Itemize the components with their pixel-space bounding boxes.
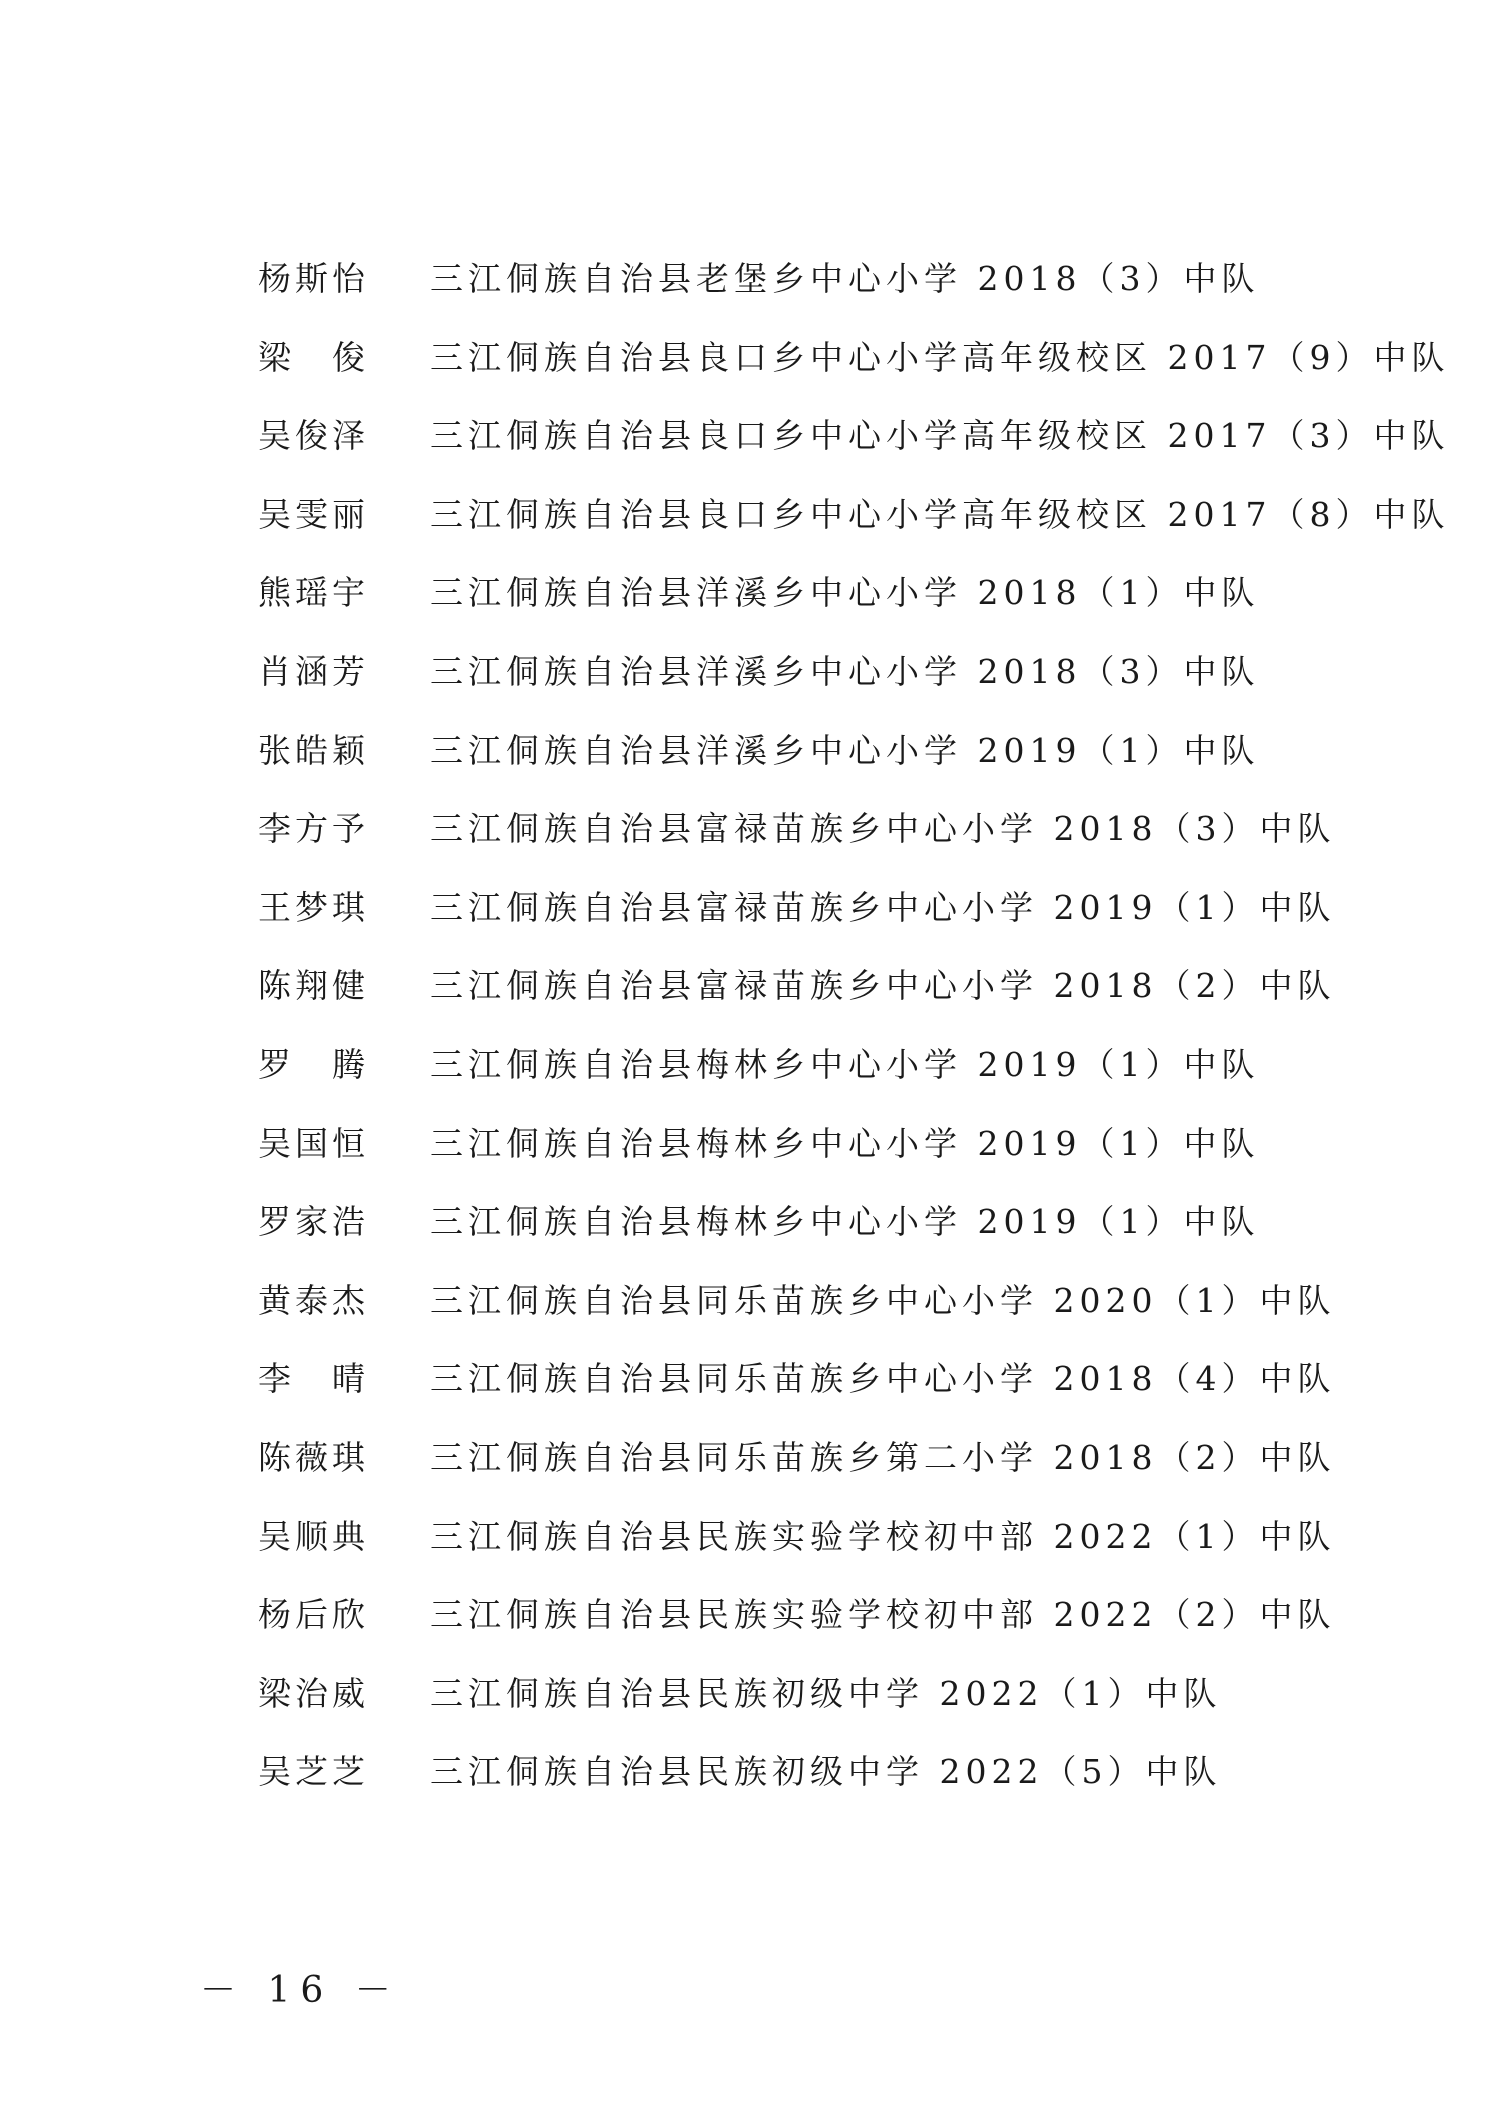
list-item [258,332,1449,411]
list-item [258,1275,1449,1354]
person-name: 罗家浩 [258,1202,369,1242]
person-name: 熊瑶宇 [258,573,369,613]
person-name: 王梦琪 [258,887,369,927]
list-item [258,410,1449,489]
list-item [258,725,1449,804]
list-item [258,567,1449,646]
person-name: 梁治威 [258,1673,369,1713]
person-name: 罗 腾 [258,1044,369,1084]
page-number: － 16 － [200,1970,401,2011]
person-name: 肖涵芳 [258,651,369,691]
unit-name: 三江侗族自治县良口乡中心小学高年级校区 2017（9）中队 [430,337,1450,377]
list-item [258,803,1449,882]
person-name: 吴芝芝 [258,1752,369,1792]
person-name: 杨后欣 [258,1595,369,1635]
unit-name: 三江侗族自治县民族初级中学 2022（1）中队 [430,1673,1222,1713]
unit-name: 三江侗族自治县洋溪乡中心小学 2019（1）中队 [430,730,1260,770]
person-name: 张皓颖 [258,730,369,770]
list-item [258,1511,1449,1590]
person-name: 李 晴 [258,1359,369,1399]
unit-name: 三江侗族自治县同乐苗族乡中心小学 2018（4）中队 [430,1359,1336,1399]
unit-name: 三江侗族自治县良口乡中心小学高年级校区 2017（3）中队 [430,416,1450,456]
unit-name: 三江侗族自治县民族实验学校初中部 2022（1）中队 [430,1516,1336,1556]
person-name: 李方予 [258,809,369,849]
unit-name: 三江侗族自治县富禄苗族乡中心小学 2019（1）中队 [430,887,1336,927]
list-item [258,1589,1449,1668]
unit-name: 三江侗族自治县老堡乡中心小学 2018（3）中队 [430,259,1260,298]
unit-name: 三江侗族自治县民族初级中学 2022（5）中队 [430,1752,1222,1792]
list-item [258,1039,1449,1118]
list-item [258,489,1449,568]
unit-name: 三江侗族自治县富禄苗族乡中心小学 2018（2）中队 [430,966,1336,1006]
person-name: 吴雯丽 [258,494,369,534]
person-name: 梁 俊 [258,337,369,377]
list-item [258,1196,1449,1275]
unit-name: 三江侗族自治县同乐苗族乡第二小学 2018（2）中队 [430,1437,1336,1477]
honor-list [258,253,1449,1825]
list-item [258,1668,1449,1747]
person-name: 吴顺典 [258,1516,369,1556]
person-name: 吴俊泽 [258,416,369,456]
person-name: 陈薇琪 [258,1437,369,1477]
unit-name: 三江侗族自治县民族实验学校初中部 2022（2）中队 [430,1595,1336,1635]
person-name: 陈翔健 [258,966,369,1006]
list-item [258,882,1449,961]
unit-name: 三江侗族自治县洋溪乡中心小学 2018（3）中队 [430,651,1260,691]
list-item [258,1432,1449,1511]
person-name: 黄泰杰 [258,1280,369,1320]
unit-name: 三江侗族自治县良口乡中心小学高年级校区 2017（8）中队 [430,494,1450,534]
list-item [258,253,1449,332]
list-item [258,1353,1449,1432]
list-item [258,1746,1449,1825]
list-item [258,1118,1449,1197]
person-name: 杨斯怡 [258,259,369,298]
list-item [258,646,1449,725]
unit-name: 三江侗族自治县梅林乡中心小学 2019（1）中队 [430,1044,1260,1084]
unit-name: 三江侗族自治县洋溪乡中心小学 2018（1）中队 [430,573,1260,613]
unit-name: 三江侗族自治县同乐苗族乡中心小学 2020（1）中队 [430,1280,1336,1320]
unit-name: 三江侗族自治县梅林乡中心小学 2019（1）中队 [430,1202,1260,1242]
unit-name: 三江侗族自治县梅林乡中心小学 2019（1）中队 [430,1123,1260,1163]
list-item [258,960,1449,1039]
unit-name: 三江侗族自治县富禄苗族乡中心小学 2018（3）中队 [430,809,1336,849]
person-name: 吴国恒 [258,1123,369,1163]
